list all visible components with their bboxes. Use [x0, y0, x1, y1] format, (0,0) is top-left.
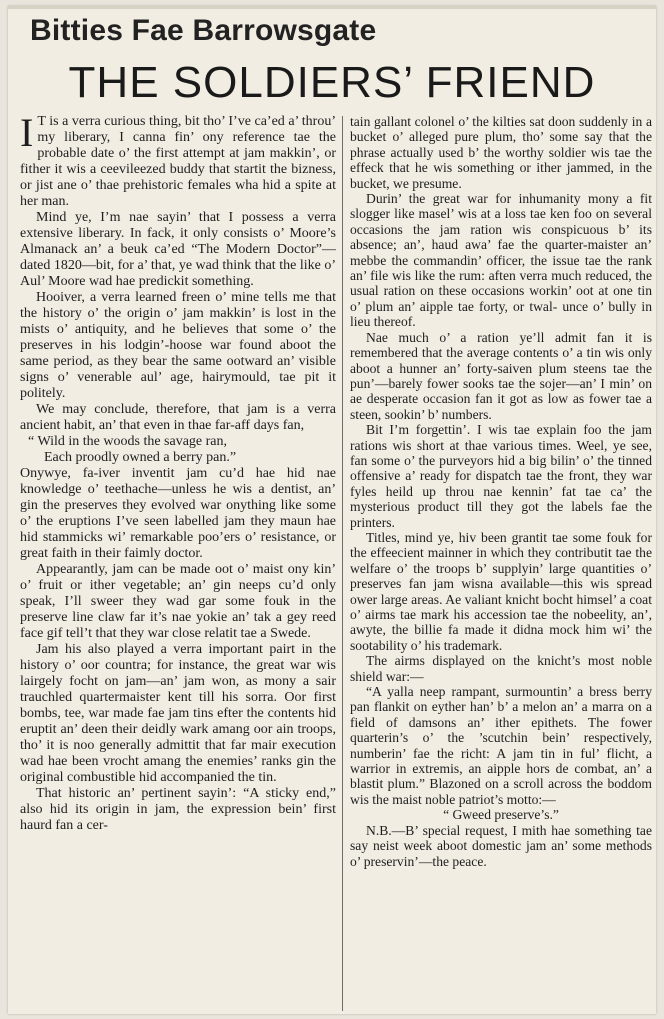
verse-line: Each proodly owned a berry pan.” — [44, 450, 237, 465]
paragraph: tain gallant colonel o’ the kilties sat doon suddenly in a bucket o’ alleged pure plum, tho’ some say that the phrase actually used b’ the worthy soldier wis tae the effeck that he wis something or ither jammed, in the bucket, we presume. — [350, 114, 652, 191]
paragraph: The airms displayed on the knicht’s most noble shield war:— — [350, 653, 652, 684]
paragraph — [20, 114, 336, 210]
paragraph: Mind ye, I’m nae sayin’ that I possess a verra extensive liberary. In fack, it only consists o’ Moore’s Almanack an’ a beuk ca’ed “The Modern Doctor”—dated 1820—bit, for a’ that, ye wad think that the like o’ Aul’ Moore wad hae predickit something. — [20, 210, 336, 289]
paragraph: Appearantly, jam can be made oot o’ maist ony kin’ o’ fruit or ither vegetable; an’ gin neeps cu’d only speak, I’ll sweer they wad gar some fouk in the preserve line claw far it’s nae yokie an’ tak a gey reed face gif tell’t that they war close relatit tae a Swede. — [20, 562, 336, 641]
motto-line: “ Gweed preserve’s.” — [443, 807, 559, 823]
paragraph: Nae much o’ a ration ye’ll admit fan it is remembered that the average contents o’ a tin wis only aboot a hunner an’ forty-saiven plum steens tae the pun’—barely fower sooks tae the sojer—an’ I min’ on ae desperate occasion fan it got as low as fower tae a steen, sookin’ b’ numbers. — [350, 329, 652, 422]
verse-line: “ Wild in the woods the savage ran, — [28, 434, 228, 449]
drop-cap: I — [20, 114, 34, 155]
paragraph: Onywye, fa-iver inventit jam cu’d hae hid nae knowledge o’ teethache—unless he wis a dentist, an’ gin the preserves they evolved war onything like some o’ the eruptions I’ve seen labelled jam they maun hae hid stammicks wi’ remarkable poo’ers o’ resistance, or great faith in their faimly doctor. — [20, 466, 336, 561]
newspaper-clipping — [8, 6, 656, 1014]
column-kicker: Bitties Fae Barrowsgate — [30, 14, 377, 47]
paragraph: That historic an’ pertinent sayin’: “A sticky end,” also hid its origin in jam, the expression bein’ first haurd fan a cer- — [20, 786, 336, 833]
paragraph: “A yalla neep rampant, surmountin’ a bress berry pan flankit on eyther han’ b’ a melon an’ a marra on a field of damsons an’ ither epithets. The fower quarterin’s o’ the ’scutchin bein’ respectively, numberin’ fae the richt: A jam tin in ful’ flicht, a warrior in extremis, an aipple hors de combat, an’ a blastit plum.” Blazoned on a scroll across the boddom wis the maist noble patriot’s motto:— — [350, 684, 652, 807]
paragraph: We may conclude, therefore, that jam is a verra ancient habit, an’ that even in thae far-aff days fan, — [20, 402, 336, 433]
article-column-left — [20, 114, 336, 1009]
page-title: THE SOLDIERS’ FRIEND — [68, 58, 596, 107]
paragraph: Durin’ the great war for inhumanity mony a fit slogger like masel’ wis at a loss tae ken foo on several occasions the jam ration wis conspicuous b’ its absence; an’, haud awa’ fae the quarter-maister an’ mebbe the commandin’ officer, the issue tae the rank an’ file wis like the rum: aften verra much reduced, the usual ration on these occasions workin’ oot at one tin o’ plum an’ aipple tae forty, or twal- unce o’ bully in lieu thereof. — [350, 191, 652, 330]
paragraph: Hooiver, a verra learned freen o’ mine tells me that the history o’ the origin o’ jam makkin’ is lost in the mists o’ antiquity, and he believes that some o’ the preserves in his lodgin’-hoose war found aboot the same period, as they bear the same ootward an’ visible signs o’ venerable aul’ age, hairymould, tae pit it politely. — [20, 290, 336, 401]
article-column-right — [350, 114, 652, 1009]
paragraph: Jam his also played a verra important pairt in the history o’ oor countra; for instance, the great war wis lairgely focht on jam—an’ jam won, as mony a sair trauchled quartermaister kent till his sorra. Oor first bombs, tee, war made fae jam tins efter the contents hid eruptit an’ deen their deidly wark amang oor ain troops, tho’ it is noo generally admittit that far mair execution wad hae been vrocht amang the enemies’ ranks gin the original combustible hid accompanied the tin. — [20, 642, 336, 785]
paragraph-text: T is a verra curious thing, bit tho’ I’ve ca’ed a’ throu’ my liberary, I canna fin’ ony reference tae the probable date o’ the first attempt at jam makkin’, or fither it wis a ceevileezed buddy that startit the bizness, or jist ane o’ thae prehistoric females wha hid a spite at her man. — [20, 114, 336, 209]
paragraph: N.B.—B’ special request, I mith hae something tae say neist week aboot domestic jam an’ some methods o’ preservin’—the peace. — [350, 822, 652, 869]
paragraph: Bit I’m forgettin’. I wis tae explain foo the jam rations wis short at thae various times. Weel, ye see, fan some o’ the purveyors hid a big bilin’ o’ the tinned offensive a’ ready for dispatch tae the front, they war fyles heild up throu nae kennin’ fat tae ca’ the mysterious product till they got the labels fae the printers. — [350, 422, 652, 530]
torn-edge — [8, 6, 656, 9]
paragraph: Titles, mind ye, hiv been grantit tae some fouk for the effeecient mainner in which they contributit tae the welfare o’ the troops b’ supplyin’ large quantities o’ preserves fan jam wisna available—this wis spread ower large areas. Ae valiant knicht bocht himsel’ a coat o’ airms tae mark his accession tae the nobeelity, an’, awyte, the billie fa made it didna mock him wi’ the sootability o’ his trademark. — [350, 529, 652, 653]
column-divider — [342, 116, 343, 1011]
